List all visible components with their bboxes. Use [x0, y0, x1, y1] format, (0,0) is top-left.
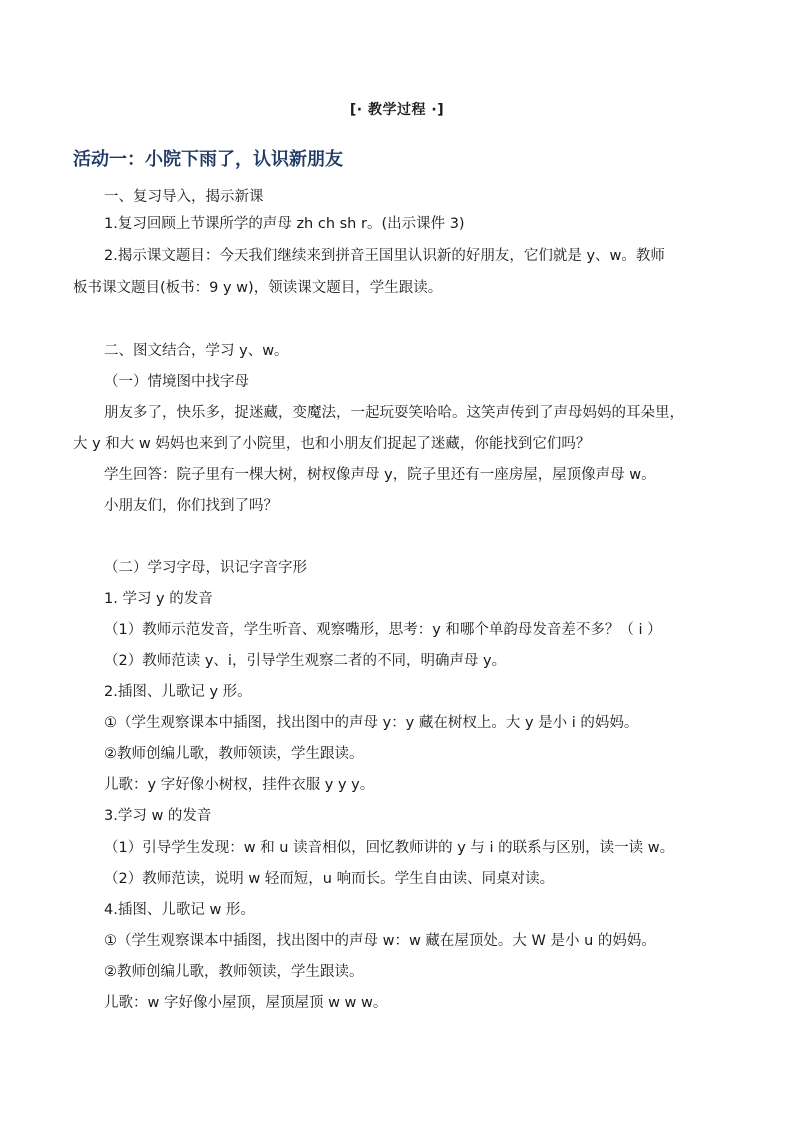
paragraph-line: 一、复习导入，揭示新课 — [104, 189, 264, 205]
paragraph-line: 3.学习 w 的发音 — [104, 808, 212, 824]
paragraph-line: 板书课文题目(板书：9 y w)，领读课文题目，学生跟读。 — [73, 280, 443, 296]
paragraph-line: 朋友多了，快乐多，捉迷藏，变魔法，一起玩耍笑哈哈。这笑声传到了声母妈妈的耳朵里， — [104, 405, 684, 421]
section-title: [· 教学过程 ·] — [349, 102, 445, 118]
paragraph-line: （一）情境图中找字母 — [104, 374, 249, 390]
paragraph-line: ②教师创编儿歌，教师领读，学生跟读。 — [104, 746, 364, 762]
paragraph-line: ①（学生观察课本中插图，找出图中的声母 w：w 藏在屋顶处。大 W 是小 u 的妈妈。 — [104, 933, 656, 949]
paragraph-line: 2.揭示课文题目：今天我们继续来到拼音王国里认识新的好朋友，它们就是 y、w。教师 — [104, 248, 665, 264]
paragraph-line: 二、图文结合，学习 y、w。 — [104, 343, 289, 359]
paragraph-line: ②教师创编儿歌，教师领读，学生跟读。 — [104, 964, 364, 980]
paragraph-line: 4.插图、儿歌记 w 形。 — [104, 902, 255, 918]
paragraph-line: （1）引导学生发现：w 和 u 读音相似，回忆教师讲的 y 与 i 的联系与区别，读一读 w。 — [104, 840, 675, 856]
paragraph-line: （二）学习字母，识记字音字形 — [104, 560, 307, 576]
paragraph-line: （2）教师范读 y、i，引导学生观察二者的不同，明确声母 y。 — [104, 653, 507, 669]
paragraph-line: 儿歌：y 字好像小树杈，挂件衣服 y y y。 — [104, 777, 375, 793]
paragraph-line: 1.复习回顾上节课所学的声母 zh ch sh r。(出示课件 3) — [104, 216, 465, 232]
paragraph-line: ①（学生观察课本中插图，找出图中的声母 y：y 藏在树杈上。大 y 是小 i 的妈妈。 — [104, 715, 639, 731]
paragraph-line: 2.插图、儿歌记 y 形。 — [104, 684, 252, 700]
paragraph-line: 大 y 和大 w 妈妈也来到了小院里，也和小朋友们捉起了迷藏，你能找到它们吗？ — [73, 436, 591, 452]
paragraph-line: （2）教师范读，说明 w 轻而短，u 响而长。学生自由读、同桌对读。 — [104, 871, 555, 887]
paragraph-line: 1. 学习 y 的发音 — [104, 591, 213, 607]
paragraph-line: 学生回答：院子里有一棵大树，树杈像声母 y，院子里还有一座房屋，屋顶像声母 w。 — [104, 467, 656, 483]
paragraph-line: 儿歌：w 字好像小屋顶，屋顶屋顶 w w w。 — [104, 995, 388, 1011]
paragraph-line: （1）教师示范发音，学生听音、观察嘴形，思考：y 和哪个单韵母发音差不多？（ i ） — [104, 622, 662, 638]
activity-heading: 活动一：小院下雨了，认识新朋友 — [73, 149, 343, 170]
paragraph-line: 小朋友们，你们找到了吗？ — [104, 498, 278, 514]
